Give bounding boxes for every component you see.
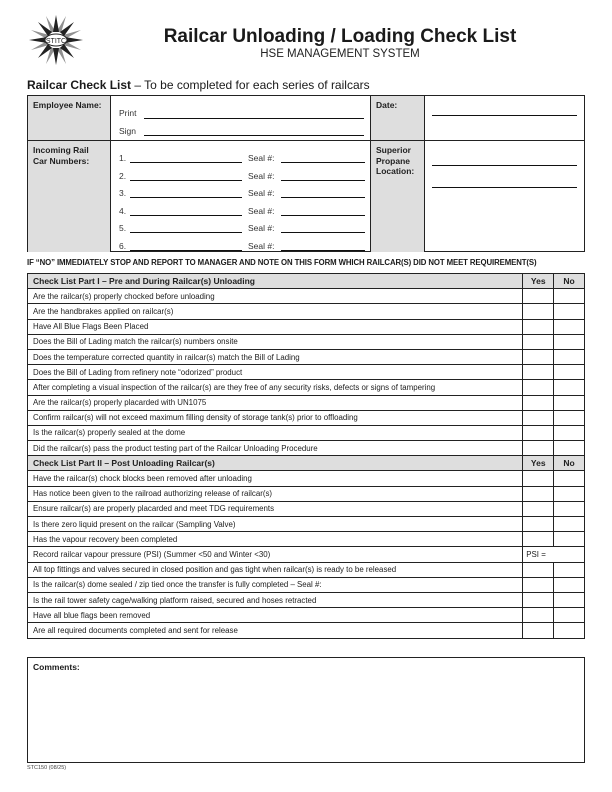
yes-checkbox[interactable] — [523, 501, 554, 516]
checklist-row — [28, 365, 585, 380]
no-checkbox[interactable] — [554, 562, 585, 577]
seal-number-input[interactable] — [281, 250, 365, 251]
railcar-number-label: 2. — [119, 170, 127, 181]
comments-box[interactable] — [27, 657, 585, 763]
railcar-number-input[interactable] — [130, 232, 242, 233]
signature-input[interactable] — [144, 135, 364, 136]
yes-checkbox[interactable] — [523, 623, 554, 638]
railcar-number-input[interactable] — [130, 162, 242, 163]
incoming-railcar-label: Incoming Rail Car Numbers: — [28, 141, 111, 252]
railcar-number-label: 5. — [119, 223, 127, 233]
yes-checkbox[interactable] — [523, 517, 554, 532]
checklist-row — [28, 319, 585, 334]
no-checkbox[interactable] — [554, 304, 585, 319]
part1-header — [28, 274, 585, 289]
page-title: Railcar Unloading / Loading Check List — [163, 26, 517, 47]
no-checkbox[interactable] — [554, 592, 585, 607]
railcar-row — [111, 153, 371, 169]
railcar-numbers-list — [111, 141, 371, 252]
yes-checkbox[interactable] — [523, 486, 554, 501]
seal-label: Seal #: — [248, 170, 275, 181]
checklist-row — [28, 608, 585, 623]
yes-column-header: Yes — [523, 456, 554, 471]
logo-text: STITC — [45, 38, 67, 45]
checklist-row — [28, 517, 585, 532]
checklist-row — [28, 304, 585, 319]
yes-checkbox[interactable] — [523, 395, 554, 410]
yes-checkbox[interactable] — [523, 577, 554, 592]
checklist-row — [28, 425, 585, 440]
seal-label: Seal #: — [248, 153, 275, 163]
date-field — [425, 96, 585, 141]
yes-checkbox[interactable] — [523, 410, 554, 425]
checklist-question: Are the handbrakes applied on railcar(s) — [28, 304, 523, 319]
checklist-question: Has the vapour recovery been completed — [28, 532, 523, 547]
checklist-question: Are the railcar(s) properly placarded with UN1075 — [28, 395, 523, 410]
checklist-question: Ensure railcar(s) are properly placarded and meet TDG requirements — [28, 501, 523, 516]
checklist-question: Record railcar vapour pressure (PSI) (Summer <50 and Winter <30) — [28, 547, 523, 562]
psi-input[interactable] — [523, 547, 585, 562]
yes-checkbox[interactable] — [523, 380, 554, 395]
yes-checkbox[interactable] — [523, 304, 554, 319]
sign-label: Sign — [119, 126, 137, 136]
yes-checkbox[interactable] — [523, 289, 554, 304]
checklist-row — [28, 532, 585, 547]
checklist-question: Is there zero liquid present on the railcar (Sampling Valve) — [28, 517, 523, 532]
checklist-question: Have All Blue Flags Been Placed — [28, 319, 523, 334]
checklist-question: Has notice been given to the railroad authorizing release of railcar(s) — [28, 486, 523, 501]
checklist-row — [28, 441, 585, 456]
yes-checkbox[interactable] — [523, 365, 554, 380]
seal-number-input[interactable] — [281, 215, 365, 216]
yes-checkbox[interactable] — [523, 441, 554, 456]
part1-title: Check List Part I – Pre and During Railcar(s) Unloading — [28, 274, 523, 289]
railcar-row — [111, 206, 371, 222]
no-checkbox[interactable] — [554, 532, 585, 547]
checklist-question: Did the railcar(s) pass the product testing part of the Railcar Unloading Procedure — [28, 441, 523, 456]
yes-checkbox[interactable] — [523, 319, 554, 334]
railcar-number-label: 4. — [119, 205, 127, 216]
checklist-row — [28, 471, 585, 486]
employee-name-label: Employee Name: — [28, 96, 111, 141]
no-checkbox[interactable] — [554, 334, 585, 349]
warning-notice: IF “NO” IMMEDIATELY STOP AND REPORT TO MANAGER AND NOTE ON THIS FORM WHICH RAILCAR(S) DID NOT MEET REQUIREMENT(S) — [27, 258, 537, 267]
checklist-row — [28, 410, 585, 425]
no-checkbox[interactable] — [554, 471, 585, 486]
no-checkbox[interactable] — [554, 486, 585, 501]
yes-checkbox[interactable] — [523, 349, 554, 364]
part2-title: Check List Part II – Post Unloading Railcar(s) — [28, 456, 523, 471]
checklist-row — [28, 486, 585, 501]
checklist-question: Does the Bill of Lading from refinery note “odorized” product — [28, 365, 523, 380]
checklist-row — [28, 592, 585, 607]
railcar-number-input[interactable] — [130, 197, 242, 198]
no-checkbox[interactable] — [554, 349, 585, 364]
railcar-number-input[interactable] — [130, 215, 242, 216]
no-checkbox[interactable] — [554, 425, 585, 440]
employee-name-fields — [111, 96, 371, 141]
part2-header — [28, 456, 585, 471]
location-input-line-1[interactable] — [432, 165, 577, 166]
railcar-number-label: 3. — [119, 188, 127, 198]
railcar-number-input[interactable] — [130, 180, 242, 181]
checklist-question: Are the railcar(s) properly chocked before unloading — [28, 289, 523, 304]
form-code: STC150 (08/25) — [27, 765, 67, 771]
comments-label: Comments: — [33, 662, 80, 672]
checklist-question: All top fittings and valves secured in closed position and gas tight when railcar(s) is ready to be released — [28, 562, 523, 577]
section-title: Railcar Check List — [27, 78, 132, 92]
print-name-input[interactable] — [144, 118, 364, 119]
no-checkbox[interactable] — [554, 441, 585, 456]
no-column-header: No — [554, 274, 585, 289]
section-description: – To be completed for each series of railcars — [131, 78, 370, 92]
checklist-row — [28, 289, 585, 304]
no-checkbox[interactable] — [554, 608, 585, 623]
railcar-row — [111, 188, 371, 204]
seal-label: Seal #: — [248, 240, 275, 251]
seal-label: Seal #: — [248, 223, 275, 233]
yes-checkbox[interactable] — [523, 471, 554, 486]
checklist-row — [28, 349, 585, 364]
no-checkbox[interactable] — [554, 517, 585, 532]
no-checkbox[interactable] — [554, 577, 585, 592]
checklist-question: Are all required documents completed and sent for release — [28, 623, 523, 638]
yes-checkbox[interactable] — [523, 562, 554, 577]
no-column-header: No — [554, 456, 585, 471]
railcar-number-label: 1. — [119, 153, 127, 163]
page-subtitle: HSE MANAGEMENT SYSTEM — [260, 48, 420, 60]
checklist-row — [28, 395, 585, 410]
checklist-question: Have all blue flags been removed — [28, 608, 523, 623]
no-checkbox[interactable] — [554, 501, 585, 516]
sun-star-logo-icon — [26, 14, 86, 66]
yes-checkbox[interactable] — [523, 608, 554, 623]
psi-label: PSI = — [526, 549, 546, 559]
checklist-row — [28, 547, 585, 562]
seal-label: Seal #: — [248, 188, 275, 198]
no-checkbox[interactable] — [554, 410, 585, 425]
checklist-question: Have the railcar(s) chock blocks been removed after unloading — [28, 471, 523, 486]
railcar-row — [111, 241, 371, 257]
no-checkbox[interactable] — [554, 319, 585, 334]
seal-number-input[interactable] — [281, 232, 365, 233]
checklist-question: Is the railcar(s) properly sealed at the dome — [28, 425, 523, 440]
employee-info-form — [27, 95, 585, 252]
seal-number-input[interactable] — [281, 197, 365, 198]
seal-number-input[interactable] — [281, 180, 365, 181]
checklist-question: Confirm railcar(s) will not exceed maximum filling density of storage tank(s) prior to offloading — [28, 410, 523, 425]
yes-checkbox[interactable] — [523, 425, 554, 440]
yes-checkbox[interactable] — [523, 532, 554, 547]
checklist-row — [28, 501, 585, 516]
checklist-table — [27, 273, 585, 639]
checklist-row — [28, 623, 585, 638]
no-checkbox[interactable] — [554, 365, 585, 380]
checklist-row — [28, 380, 585, 395]
railcar-number-input[interactable] — [130, 250, 242, 251]
location-label: Superior Propane Location: — [371, 141, 425, 252]
railcar-number-label: 6. — [119, 240, 127, 251]
checklist-row — [28, 562, 585, 577]
section-heading — [27, 78, 370, 92]
print-label: Print — [119, 108, 137, 118]
seal-number-input[interactable] — [281, 162, 365, 163]
no-checkbox[interactable] — [554, 395, 585, 410]
checklist-question: Does the temperature corrected quantity in railcar(s) match the Bill of Lading — [28, 349, 523, 364]
yes-checkbox[interactable] — [523, 592, 554, 607]
checklist-question: Is the railcar(s) dome sealed / zip tied once the transfer is fully completed – Seal #: — [28, 577, 523, 592]
date-input[interactable] — [432, 115, 577, 116]
seal-label: Seal #: — [248, 205, 275, 216]
checklist-question: Does the Bill of Lading match the railcar(s) numbers onsite — [28, 334, 523, 349]
location-field — [425, 141, 585, 252]
no-checkbox[interactable] — [554, 380, 585, 395]
yes-checkbox[interactable] — [523, 334, 554, 349]
checklist-question: After completing a visual inspection of the railcar(s) are they free of any security risks, defects or signs of tampering — [28, 380, 523, 395]
checklist-row — [28, 577, 585, 592]
location-input-line-2[interactable] — [432, 187, 577, 188]
no-checkbox[interactable] — [554, 623, 585, 638]
railcar-row — [111, 171, 371, 187]
railcar-row — [111, 223, 371, 239]
no-checkbox[interactable] — [554, 289, 585, 304]
yes-column-header: Yes — [523, 274, 554, 289]
checklist-question: Is the rail tower safety cage/walking platform raised, secured and hoses retracted — [28, 592, 523, 607]
date-label: Date: — [371, 96, 425, 141]
checklist-row — [28, 334, 585, 349]
